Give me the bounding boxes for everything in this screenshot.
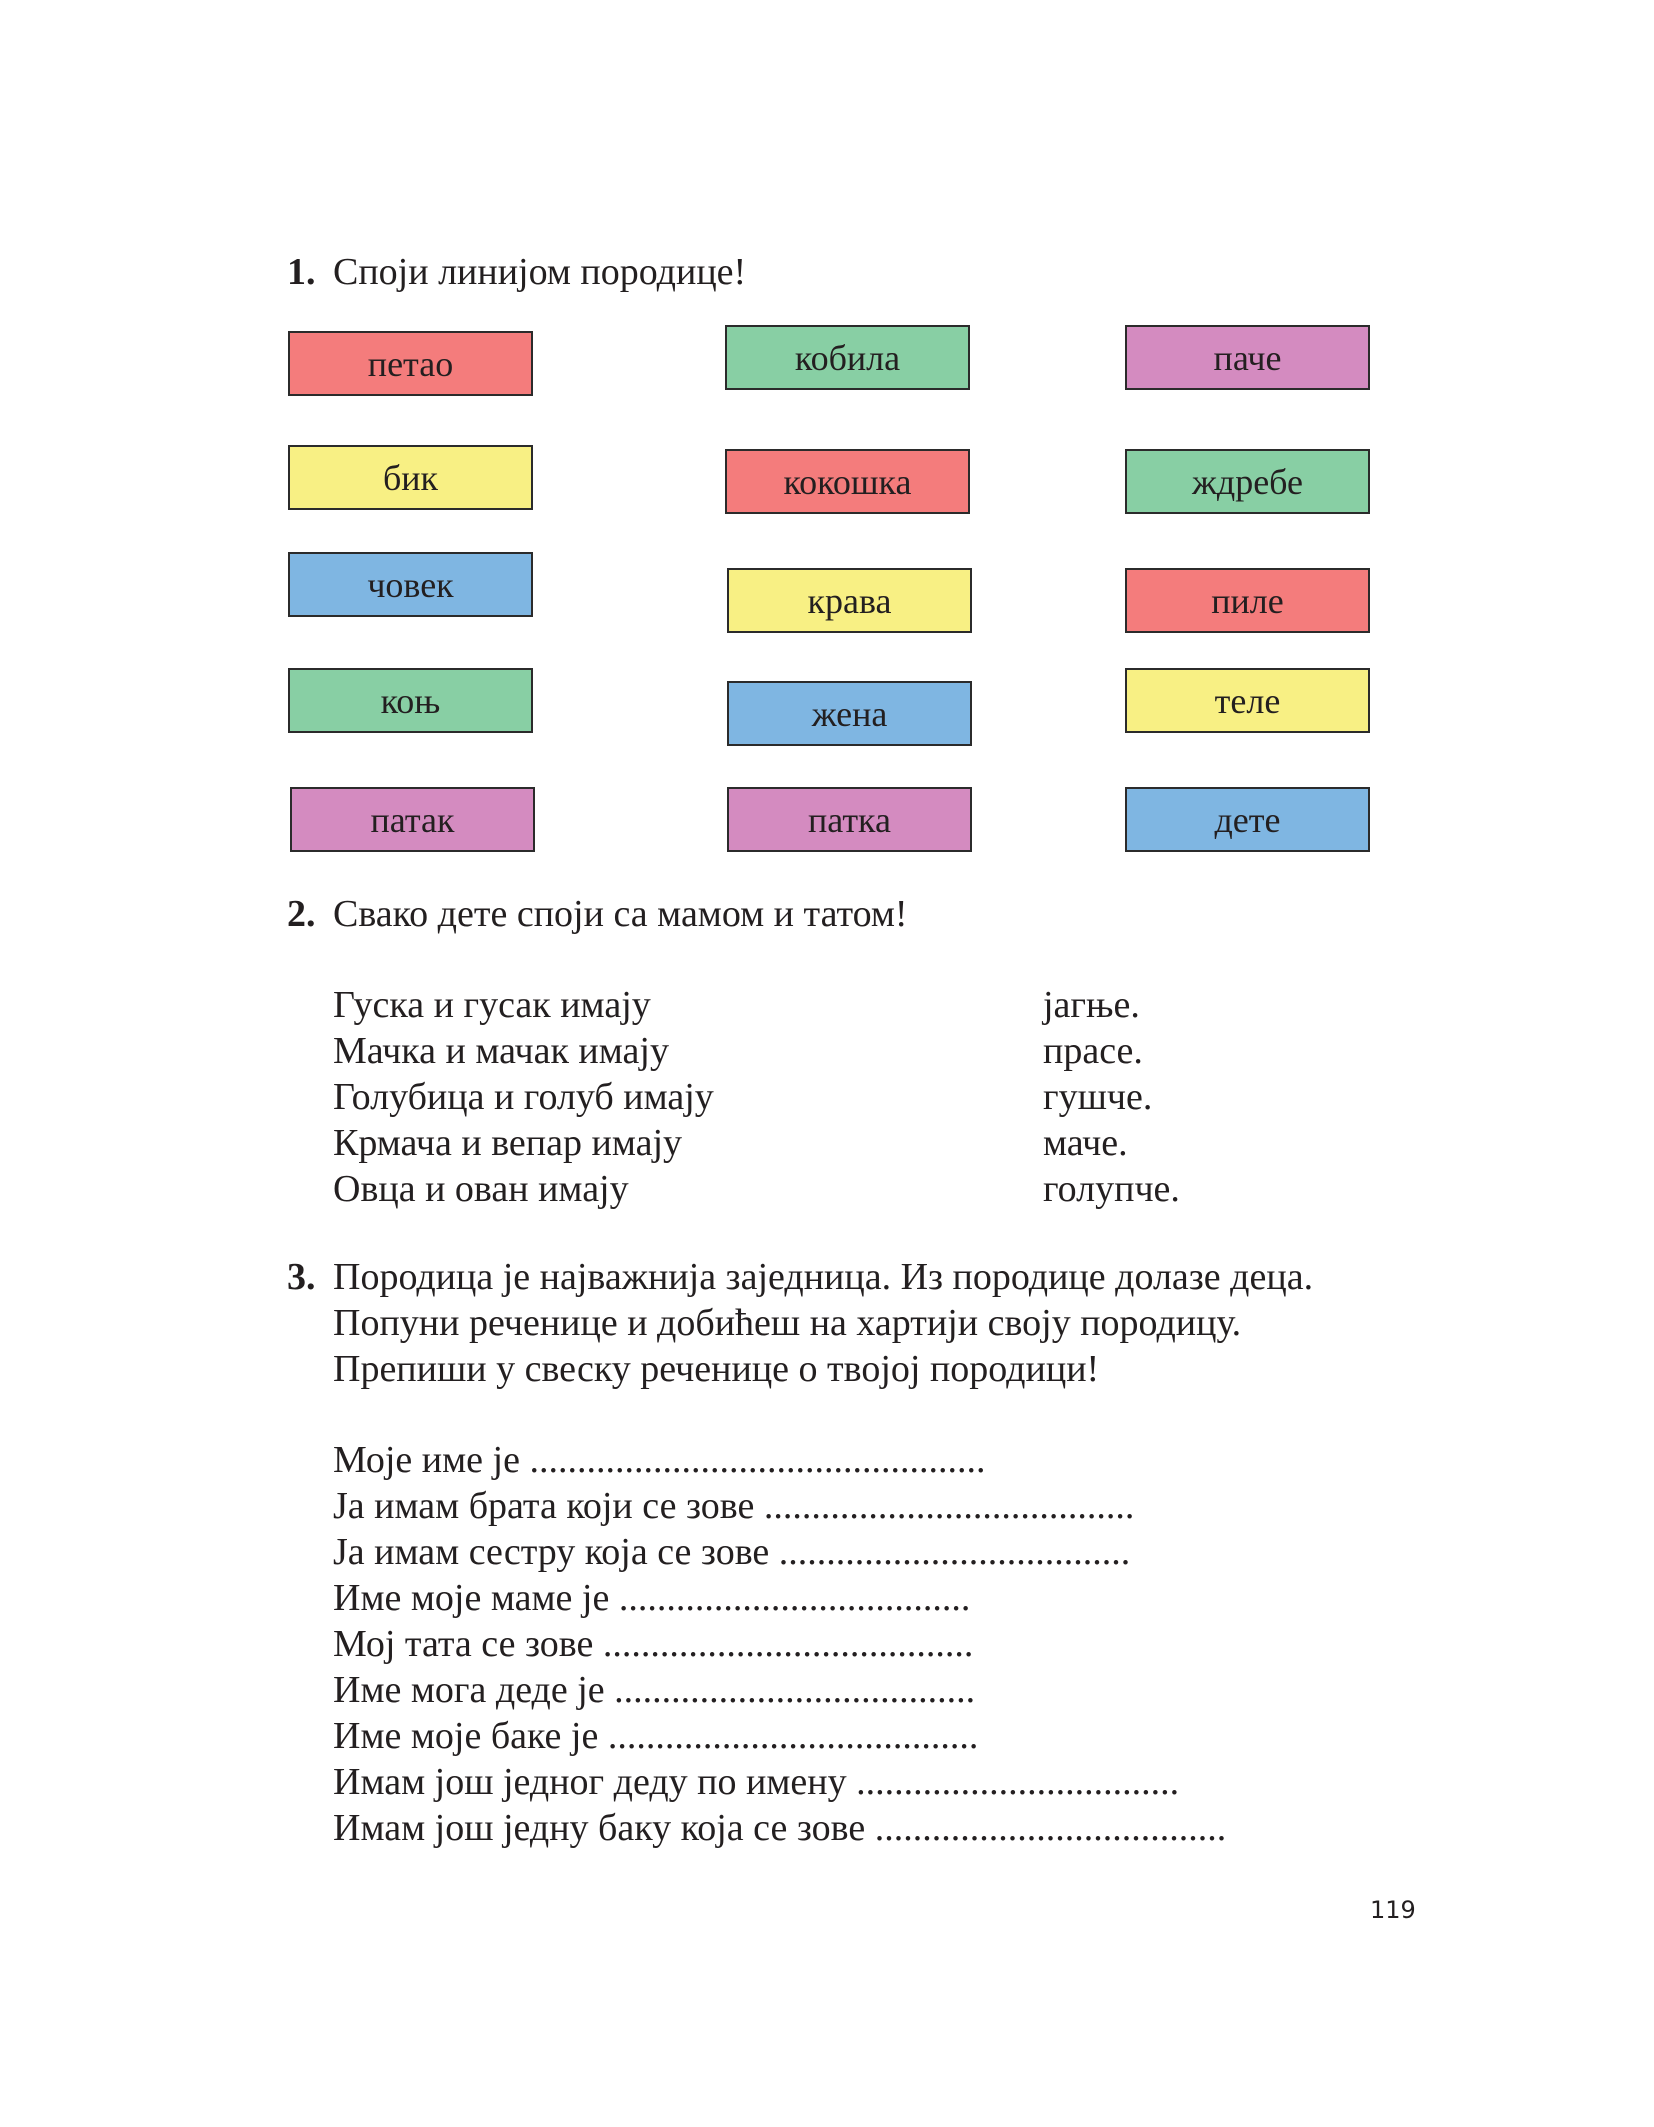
word-box-label: петао: [367, 343, 454, 384]
parents-column: [333, 982, 714, 1212]
parents-line: Крмача и вепар имају: [333, 1122, 683, 1164]
fill-line[interactable]: Имам још једну баку која се зове .....................................: [333, 1807, 1227, 1849]
young-line: маче.: [1043, 1122, 1128, 1164]
word-box-label: пиле: [1211, 580, 1284, 621]
parents-line: Овца и ован имају: [333, 1168, 629, 1210]
word-box-label: коњ: [380, 680, 441, 721]
task-1-number: 1.: [287, 251, 316, 293]
task-2-number: 2.: [287, 893, 316, 935]
word-box-petao[interactable]: [288, 331, 533, 396]
task-3-heading: [287, 1254, 1313, 1300]
word-box-patak[interactable]: [290, 787, 535, 852]
word-box-label: паче: [1213, 337, 1282, 378]
task-3-block: [287, 1254, 1313, 1392]
word-box-pache[interactable]: [1125, 325, 1370, 390]
parents-line: Мачка и мачак имају: [333, 1030, 669, 1072]
task-3-line: Породица је најважнија заједница. Из породице долазе деца.: [333, 1256, 1314, 1298]
fill-line[interactable]: Моје име је ................................................: [333, 1439, 986, 1481]
fill-line[interactable]: Име моје маме је .....................................: [333, 1577, 971, 1619]
fill-line[interactable]: Име моје баке је .......................................: [333, 1715, 979, 1757]
word-box-label: дете: [1214, 799, 1281, 840]
parents-line: Голубица и голуб имају: [333, 1076, 714, 1118]
word-box-label: бик: [382, 457, 439, 498]
word-box-tele[interactable]: [1125, 668, 1370, 733]
word-box-patka[interactable]: [727, 787, 972, 852]
word-box-label: жена: [811, 693, 888, 734]
word-box-label: крава: [807, 580, 892, 621]
task-1-text: Споји линијом породице!: [333, 251, 747, 293]
word-box-bik[interactable]: [288, 445, 533, 510]
young-column: [1043, 982, 1180, 1212]
young-line: јагње.: [1043, 984, 1140, 1026]
young-line: прасе.: [1043, 1030, 1143, 1072]
word-box-label: патка: [808, 799, 891, 840]
word-box-krava[interactable]: [727, 568, 972, 633]
task-3-number: 3.: [287, 1256, 316, 1298]
fill-line[interactable]: Ја имам брата који се зове .......................................: [333, 1485, 1135, 1527]
task-3-line: Попуни реченице и добићеш на хартији своју породицу.: [333, 1302, 1242, 1344]
word-box-pile[interactable]: [1125, 568, 1370, 633]
word-box-label: патак: [370, 799, 455, 840]
fill-line[interactable]: Мој тата се зове .......................................: [333, 1623, 974, 1665]
fill-line[interactable]: Име мога деде је ......................................: [333, 1669, 976, 1711]
parents-line: Гуска и гусак имају: [333, 984, 651, 1026]
word-box-label: теле: [1214, 680, 1281, 721]
task-1-heading: [287, 249, 746, 295]
word-box-label: човек: [367, 564, 454, 605]
word-box-label: кокошка: [783, 461, 912, 502]
fill-in-list: [333, 1437, 1226, 1851]
word-box-konj[interactable]: [288, 668, 533, 733]
fill-line[interactable]: Ја имам сестру која се зове .....................................: [333, 1531, 1131, 1573]
word-box-kokoshka[interactable]: [725, 449, 970, 514]
word-box-chovek[interactable]: [288, 552, 533, 617]
word-box-label: ждребе: [1192, 461, 1303, 502]
word-box-kobila[interactable]: [725, 325, 970, 390]
page-number: 119: [1370, 1896, 1416, 1924]
word-box-zhena[interactable]: [727, 681, 972, 746]
word-box-label: кобила: [794, 337, 901, 378]
task-2-heading: [287, 891, 908, 937]
word-box-zdrebe[interactable]: [1125, 449, 1370, 514]
young-line: гушче.: [1043, 1076, 1153, 1118]
word-box-dete[interactable]: [1125, 787, 1370, 852]
fill-line[interactable]: Имам још једног деду по имену ..................................: [333, 1761, 1180, 1803]
task-3-line: Препиши у свеску реченице о твојој породици!: [333, 1348, 1100, 1390]
young-line: голупче.: [1043, 1168, 1180, 1210]
task-2-text: Свако дете споји са мамом и татом!: [333, 893, 908, 935]
